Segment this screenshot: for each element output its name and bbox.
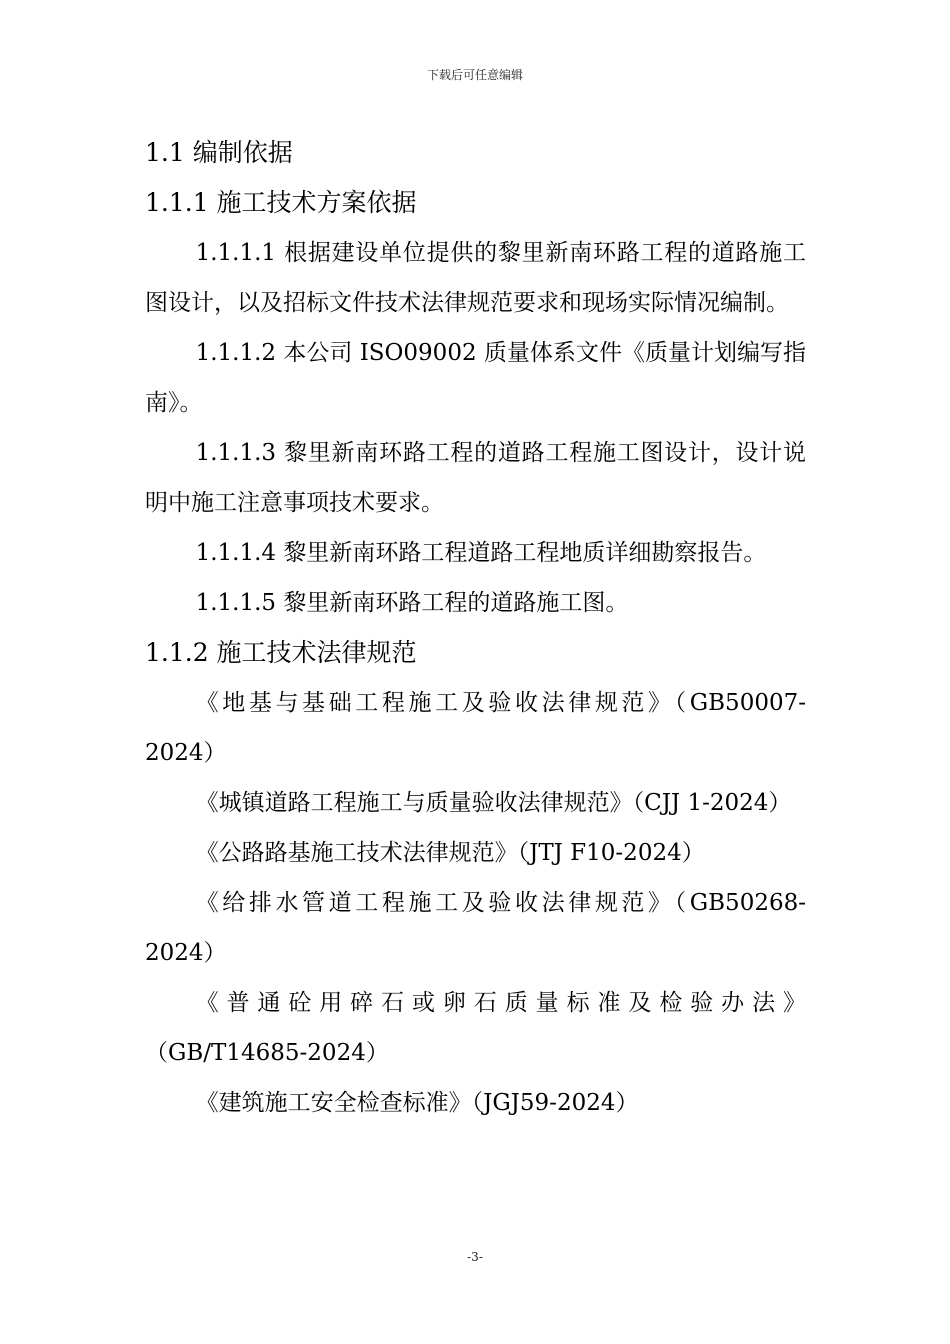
paragraph-1-1-1-1: 1.1.1.1 根据建设单位提供的黎里新南环路工程的道路施工图设计，以及招标文件技术法律规范要求和现场实际情况编制。 — [145, 240, 806, 316]
reference-item: 《建筑施工安全检查标准》（JGJ59-2024） — [195, 1090, 639, 1116]
paragraph-1-1-1-3: 1.1.1.3 黎里新南环路工程的道路工程施工图设计，设计说明中施工注意事项技术要求。 — [145, 440, 806, 516]
paragraph-1-1-1-4: 1.1.1.4 黎里新南环路工程道路工程地质详细勘察报告。 — [195, 540, 767, 566]
heading-1-1: 1.1 编制依据 — [145, 138, 293, 167]
heading-1-1-1: 1.1.1 施工技术方案依据 — [145, 188, 417, 217]
reference-item: 《城镇道路工程施工与质量验收法律规范》（CJJ 1-2024） — [195, 790, 792, 816]
page-number: -3- — [467, 1250, 483, 1264]
reference-item: 《地基与基础工程施工及验收法律规范》（GB50007-2024） — [145, 690, 806, 766]
reference-item: 《普通砼用碎石或卵石质量标准及检验办法》（GB/T14685-2024） — [145, 990, 806, 1066]
reference-item: 《公路路基施工技术法律规范》（JTJ F10-2024） — [195, 840, 705, 866]
document-body — [145, 128, 806, 1128]
page-header: 下载后可任意编辑 — [426, 68, 523, 82]
heading-1-1-2: 1.1.2 施工技术法律规范 — [145, 638, 417, 667]
paragraph-1-1-1-5: 1.1.1.5 黎里新南环路工程的道路施工图。 — [195, 590, 629, 616]
reference-item: 《给排水管道工程施工及验收法律规范》（GB50268-2024） — [145, 890, 806, 966]
paragraph-1-1-1-2: 1.1.1.2 本公司 ISO09002 质量体系文件《质量计划编写指南》。 — [145, 340, 806, 416]
